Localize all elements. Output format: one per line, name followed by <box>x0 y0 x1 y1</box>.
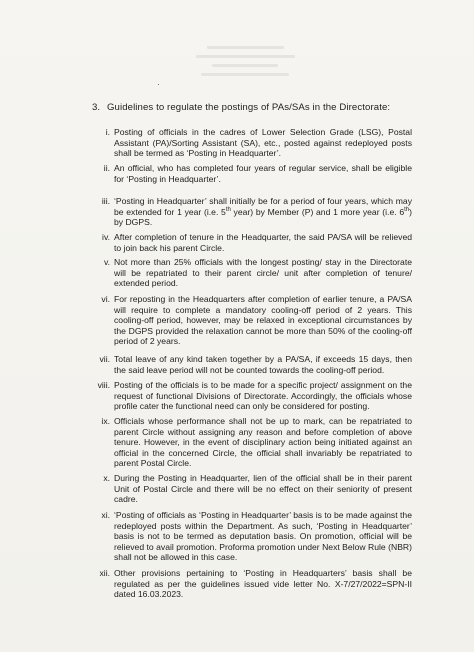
item-numeral: iv. <box>102 232 110 242</box>
item-numeral: xii. <box>99 568 110 578</box>
list-item <box>103 473 412 505</box>
item-text: ‘Posting in Headquarter’ shall initially be for a period of four years, which may be extended for 1 year (i.e. 5th year) by Member (P) and 1 more year (i.e. 6th) by DGPS. <box>114 196 412 228</box>
item-numeral: vii. <box>99 354 110 364</box>
item-text: Officials whose performance shall not be up to mark, can be repatriated to parent Circle without assigning any reason and before completion of above tenure. However, in the event of disciplinary action being initiated against an official in the concerned Circle, the official shall invariably be repatriated to parent Postal Circle. <box>114 416 412 469</box>
list-item <box>101 510 412 563</box>
item-text: After completion of tenure in the Headquarter, the said PA/SA will be relieved to join back his parent Circle. <box>114 232 412 253</box>
item-numeral: vi. <box>101 294 110 304</box>
item-text: Not more than 25% officials with the longest posting/ stay in the Directorate will be repatriated to their parent circle/ unit after completion of tenure/ extended period. <box>114 257 412 289</box>
list-item <box>103 163 412 184</box>
section-title: Guidelines to regulate the postings of PAs/SAs in the Directorate: <box>106 102 391 113</box>
item-numeral: x. <box>103 473 110 483</box>
item-text: For reposting in the Headquarters after completion of earlier tenure, a PA/SA will require to complete a mandatory cooling-off period of 2 years. This cooling-off period, however, may be relaxed in exceptional circumstances by the DGPS provided the relaxation cannot be more than 50% of the cooling-off period of 2 years. <box>114 294 412 347</box>
item-numeral: iii. <box>101 196 110 206</box>
reverse-side-bleed-through <box>190 40 300 95</box>
item-numeral: v. <box>103 257 110 267</box>
item-text: An official, who has completed four years of regular service, shall be eligible for ‘Posting in Headquarter’. <box>114 163 412 184</box>
list-item <box>97 380 412 412</box>
item-numeral: ii. <box>103 163 110 173</box>
list-item <box>103 257 412 289</box>
section-heading <box>92 102 390 113</box>
item-text: Other provisions pertaining to ‘Posting in Headquarters’ basis shall be regulated as per the guidelines issued vide letter No. X-7/27/2022=SPN-II dated 16.03.2023. <box>114 568 412 600</box>
item-text: Posting of the officials is to be made for a specific project/ assignment on the request of functional Divisions of Directorate. Accordingly, the officials whose profile cater the functional need can only be considered for posting. <box>114 380 412 412</box>
item-text: Posting of officials in the cadres of Lower Selection Grade (LSG), Postal Assistant (PA)/Sorting Assistant (SA), etc., posted against redeployed posts shall be termed as ‘Posting in Headquarter’. <box>114 127 412 159</box>
item-numeral: ix. <box>101 416 110 426</box>
item-numeral: viii. <box>97 380 110 390</box>
list-item <box>101 416 412 469</box>
list-item <box>101 196 412 228</box>
list-item <box>99 568 412 600</box>
list-item <box>105 127 412 159</box>
list-item <box>102 232 412 253</box>
item-numeral: i. <box>105 127 110 137</box>
item-text: During the Posting in Headquarter, lien of the official shall be in their parent Unit of Postal Circle and there will be no effect on their seniority of present cadre. <box>114 473 412 505</box>
item-text: Total leave of any kind taken together by a PA/SA, if exceeds 15 days, then the said leave period will not be counted towards the cooling-off period. <box>114 354 412 375</box>
section-number: 3. <box>92 102 101 113</box>
item-text: ‘Posting of officials as ‘Posting in Headquarter’ basis is to be made against the redeployed posts within the Department. As such, ‘Posting in Headquarter’ basis is not to be termed as deputation basis. On promotion, official will be relieved to avail promotion. Proforma promotion under Next Below Rule (NBR) shall not be allowed in this case. <box>114 510 412 563</box>
list-item <box>101 294 412 347</box>
item-numeral: xi. <box>101 510 110 520</box>
stray-ink-mark: · <box>157 80 160 89</box>
list-item <box>99 354 412 375</box>
